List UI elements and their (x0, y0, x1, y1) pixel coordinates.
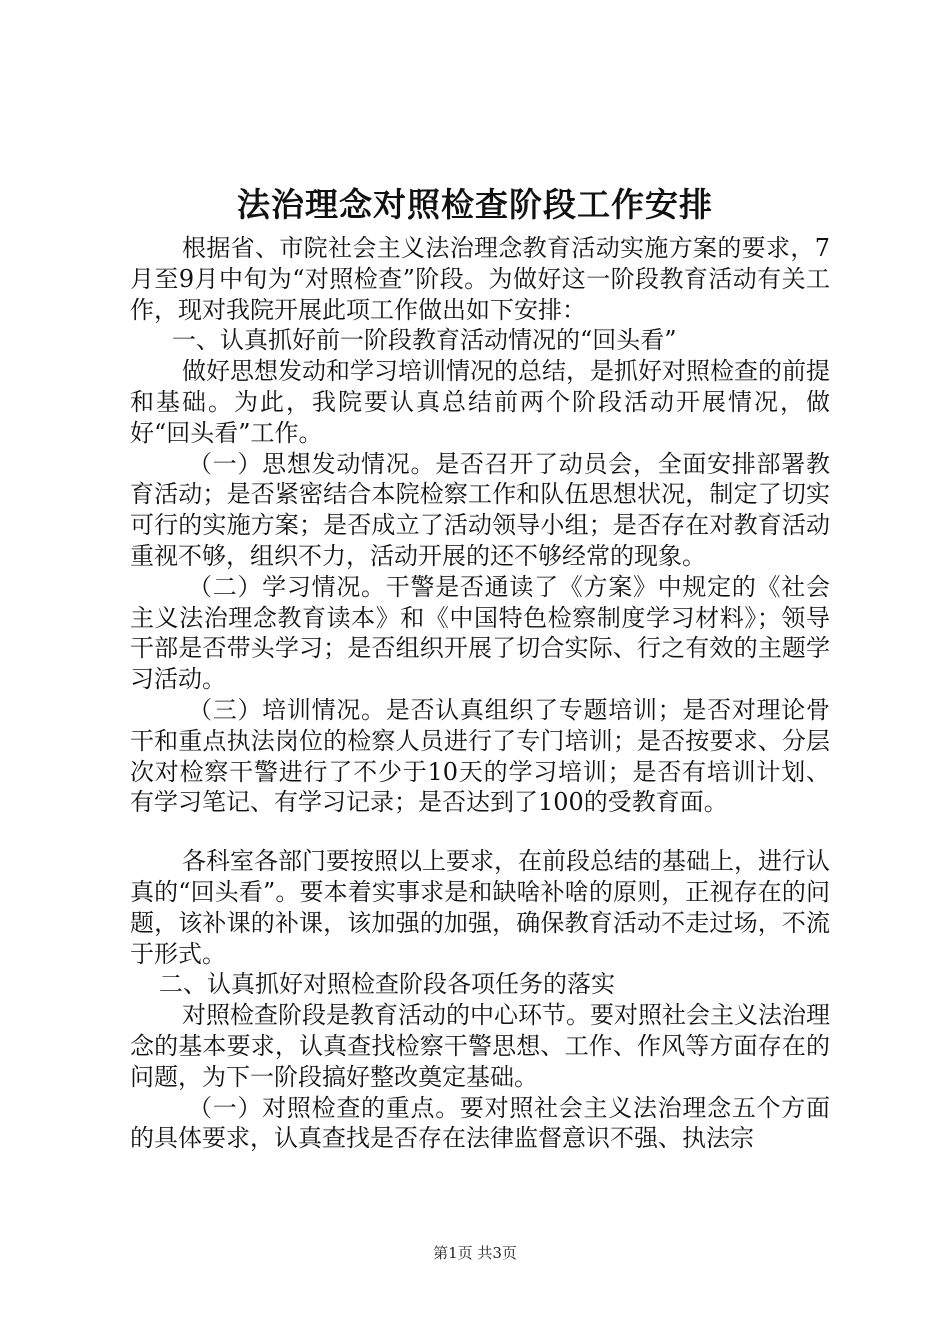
paragraph-training: （三）培训情况。是否认真组织了专题培训；是否对理论骨干和重点执法岗位的检察人员进行了专门培训；是否按要求、分层次对检察干警进行了不少于10天的学习培训；是否有培训计划、有学习笔记、有学习记录；是否达到了100的受教育面。 (130, 695, 830, 817)
paragraph-check-focus: （一）对照检查的重点。要对照社会主义法治理念五个方面的具体要求，认真查找是否存在法律监督意识不强、执法宗 (130, 1093, 830, 1153)
paragraph-check-stage: 对照检查阶段是教育活动的中心环节。要对照社会主义法治理念的基本要求，认真查找检察干警思想、工作、作风等方面存在的问题，为下一阶段搞好整改奠定基础。 (130, 1001, 830, 1091)
document-title: 法治理念对照检查阶段工作安排 (237, 185, 713, 224)
paragraph-gap (130, 818, 830, 846)
paragraph-mobilization: （一）思想发动情况。是否召开了动员会，全面安排部署教育活动；是否紧密结合本院检察工作和队伍思想状况，制定了切实可行的实施方案；是否成立了活动领导小组；是否存在对教育活动重视不够，组织不力，活动开展的还不够经常的现象。 (130, 449, 830, 570)
section-heading-2: 二、认真抓好对照检查阶段各项任务的落实 (159, 970, 615, 999)
paragraph-study: （二）学习情况。干警是否通读了《方案》中规定的《社会主义法治理念教育读本》和《中国特色检察制度学习材料》；领导干部是否带头学习；是否组织开展了切合实际、行之有效的主题学习活动。 (130, 572, 830, 694)
paragraph-departments: 各科室各部门要按照以上要求，在前段总结的基础上，进行认真的“回头看”。要本着实事求是和缺啥补啥的原则，正视存在的问题，该补课的补课，该加强的加强，确保教育活动不走过场，不流于形式。 (130, 847, 830, 968)
paragraph-review-basis: 做好思想发动和学习培训情况的总结，是抓好对照检查的前提和基础。为此，我院要认真总结前两个阶段活动开展情况，做好“回头看”工作。 (130, 357, 830, 447)
page-number: 第1页 共3页 (433, 1244, 517, 1262)
section-heading-1: 一、认真抓好前一阶段教育活动情况的“回头看” (172, 326, 677, 355)
paragraph-intro: 根据省、市院社会主义法治理念教育活动实施方案的要求，7月至9月中旬为“对照检查”阶段。为做好这一阶段教育活动有关工作，现对我院开展此项工作做出如下安排： (130, 234, 830, 324)
document-body (130, 233, 830, 1154)
